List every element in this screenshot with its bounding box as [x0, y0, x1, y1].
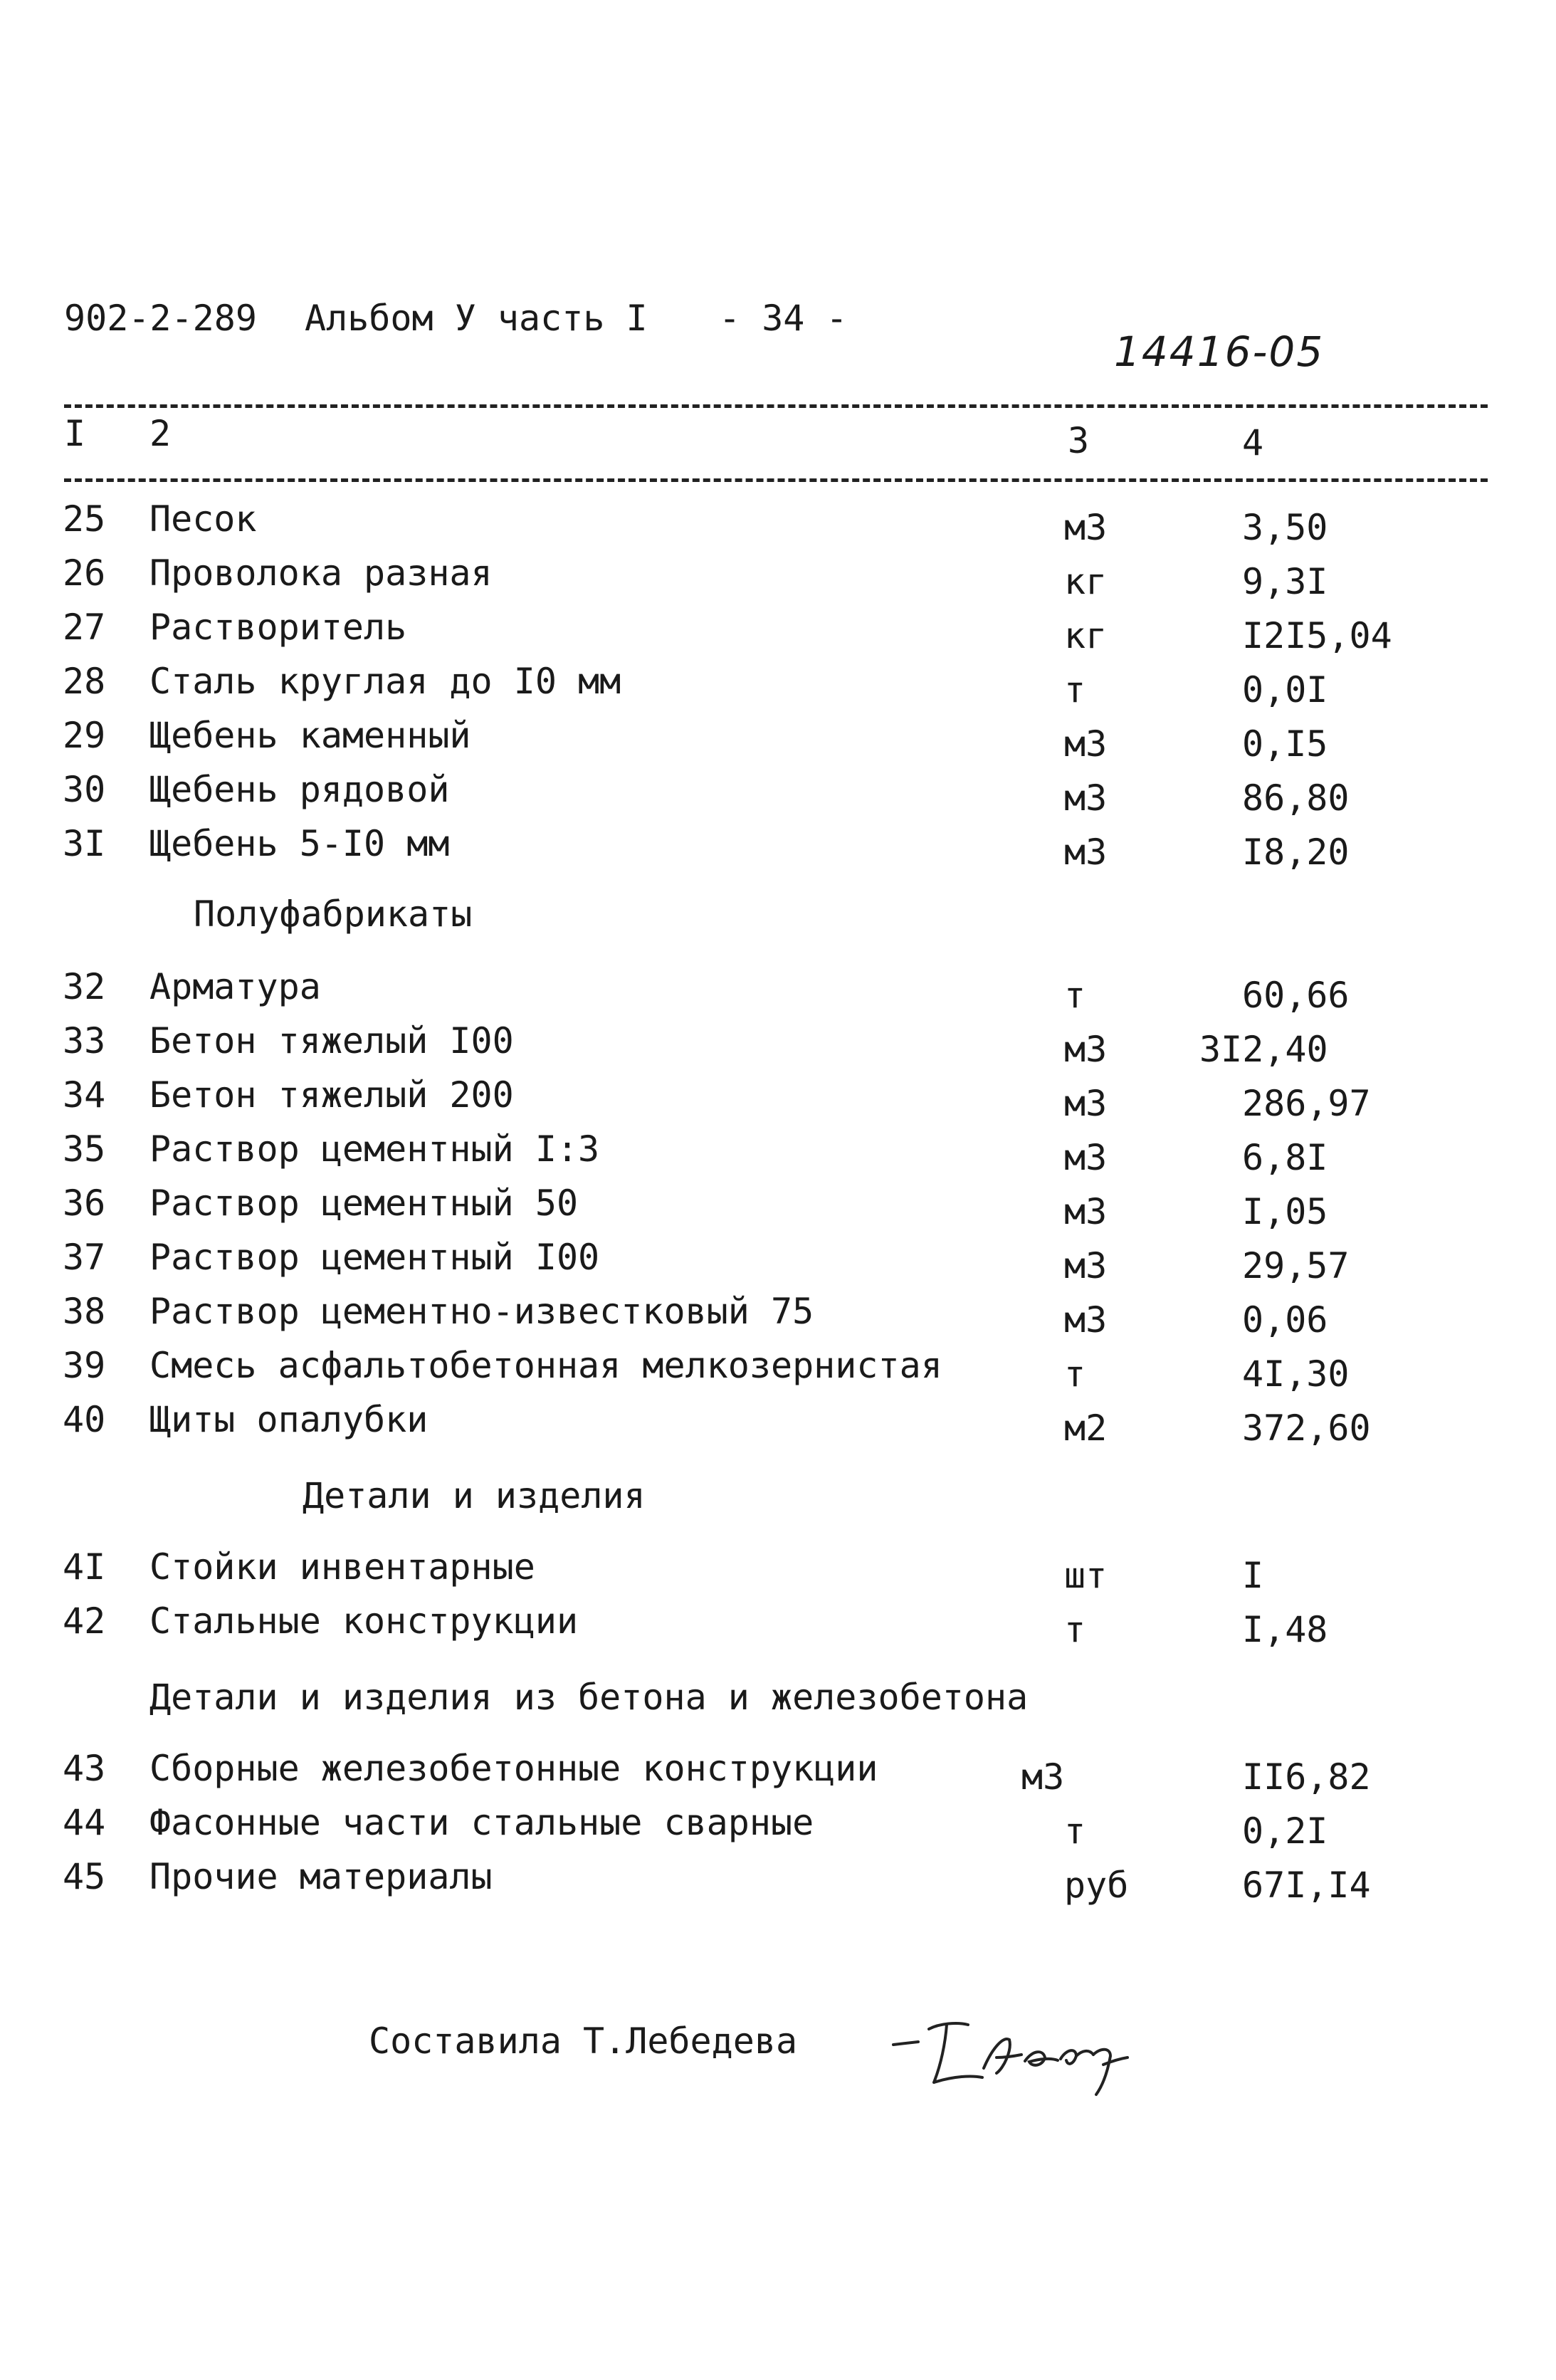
- row-number: 3I: [63, 823, 106, 864]
- header-rule-bottom: [64, 478, 1488, 482]
- quantity: I,48: [1242, 1609, 1328, 1650]
- section-heading-parts: Детали и изделия: [303, 1475, 646, 1516]
- unit: м3: [1064, 723, 1108, 765]
- material-name: Бетон тяжелый 200: [149, 1074, 514, 1116]
- material-name: Сборные железобетонные конструкции: [149, 1748, 878, 1789]
- row-number: 34: [63, 1074, 106, 1116]
- album-part-label: Альбом У часть I: [305, 298, 648, 339]
- unit: т: [1064, 1609, 1086, 1650]
- row-number: 42: [63, 1600, 106, 1642]
- table-row: [0, 1183, 1556, 1237]
- quantity: 4I,30: [1242, 1353, 1350, 1395]
- column-header-2: 2: [149, 413, 172, 454]
- row-number: 32: [63, 966, 106, 1007]
- row-number: 25: [63, 498, 106, 540]
- column-header-4: 4: [1242, 422, 1264, 463]
- table-row: [0, 1802, 1556, 1856]
- table-row: [0, 1399, 1556, 1453]
- material-name: Растворитель: [149, 607, 407, 648]
- document-code: 902-2-289: [64, 298, 257, 339]
- quantity: 29,57: [1242, 1245, 1350, 1286]
- quantity: 0,2I: [1242, 1810, 1328, 1852]
- quantity: 286,97: [1242, 1083, 1371, 1124]
- quantity: 0,06: [1242, 1299, 1328, 1341]
- unit: м3: [1064, 1299, 1108, 1341]
- quantity: II6,82: [1242, 1756, 1371, 1798]
- quantity: I8,20: [1242, 832, 1350, 873]
- table-row: [0, 498, 1556, 552]
- handwritten-signature: [890, 2008, 1132, 2100]
- column-header-3: 3: [1068, 420, 1090, 461]
- table-row: [0, 661, 1556, 715]
- row-number: 40: [63, 1399, 106, 1440]
- table-row: [0, 715, 1556, 769]
- quantity: 6,8I: [1242, 1137, 1328, 1178]
- quantity: 372,60: [1242, 1407, 1371, 1449]
- row-number: 36: [63, 1183, 106, 1224]
- quantity: 9,3I: [1242, 561, 1328, 602]
- unit: т: [1064, 669, 1086, 711]
- unit: м2: [1064, 1407, 1108, 1449]
- row-number: 26: [63, 552, 106, 594]
- unit: м3: [1064, 507, 1108, 548]
- material-name: Арматура: [149, 966, 321, 1007]
- material-name: Раствор цементный I:3: [149, 1128, 600, 1170]
- material-name: Бетон тяжелый I00: [149, 1020, 514, 1061]
- section-heading-concrete-parts: Детали и изделия из бетона и железобетона: [149, 1677, 1029, 1718]
- material-name: Раствор цементно-известковый 75: [149, 1291, 814, 1332]
- row-number: 37: [63, 1237, 106, 1278]
- table-row: [0, 1600, 1556, 1655]
- header-rule-top: [64, 404, 1488, 408]
- quantity: I: [1242, 1555, 1264, 1596]
- unit: м3: [1064, 1137, 1108, 1178]
- quantity: I,05: [1242, 1191, 1328, 1232]
- section-heading-semi-finished: Полуфабрикаты: [194, 893, 473, 935]
- table-row: [0, 1020, 1556, 1074]
- page-number: - 34 -: [719, 298, 848, 339]
- quantity: 3I2,40: [1199, 1029, 1328, 1070]
- unit: т: [1064, 1810, 1086, 1852]
- quantity: 0,0I: [1242, 669, 1328, 711]
- material-name: Щебень каменный: [149, 715, 471, 756]
- row-number: 44: [63, 1802, 106, 1843]
- table-row: [0, 552, 1556, 607]
- material-name: Стальные конструкции: [149, 1600, 579, 1642]
- material-name: Песок: [149, 498, 257, 540]
- unit: кг: [1064, 561, 1108, 602]
- table-row: [0, 966, 1556, 1020]
- quantity: 3,50: [1242, 507, 1328, 548]
- table-row: [0, 769, 1556, 823]
- unit: м3: [1064, 1029, 1108, 1070]
- row-number: 39: [63, 1345, 106, 1386]
- material-name: Раствор цементный I00: [149, 1237, 600, 1278]
- quantity: I2I5,04: [1242, 615, 1392, 656]
- compiled-by-label: Составила Т.Лебедева: [369, 2020, 798, 2062]
- row-number: 4I: [63, 1546, 106, 1588]
- unit: шт: [1064, 1555, 1108, 1596]
- row-number: 43: [63, 1748, 106, 1789]
- unit: м3: [1064, 1191, 1108, 1232]
- unit: м3: [1021, 1756, 1065, 1798]
- material-name: Щебень рядовой: [149, 769, 450, 810]
- unit: м3: [1064, 1245, 1108, 1286]
- quantity: 86,80: [1242, 777, 1350, 819]
- row-number: 38: [63, 1291, 106, 1332]
- material-name: Щиты опалубки: [149, 1399, 429, 1440]
- row-number: 28: [63, 661, 106, 702]
- table-row: [0, 1856, 1556, 1910]
- row-number: 29: [63, 715, 106, 756]
- row-number: 35: [63, 1128, 106, 1170]
- unit: м3: [1064, 832, 1108, 873]
- table-row: [0, 1074, 1556, 1128]
- table-row: [0, 1237, 1556, 1291]
- column-header-1: I: [64, 413, 86, 454]
- material-name: Прочие материалы: [149, 1856, 493, 1897]
- material-name: Фасонные части стальные сварные: [149, 1802, 814, 1843]
- table-row: [0, 1345, 1556, 1399]
- table-row: [0, 1128, 1556, 1183]
- row-number: 45: [63, 1856, 106, 1897]
- table-row: [0, 1748, 1556, 1802]
- material-name: Смесь асфальтобетонная мелкозернистая: [149, 1345, 942, 1386]
- table-row: [0, 607, 1556, 661]
- quantity: 0,I5: [1242, 723, 1328, 765]
- table-row: [0, 1546, 1556, 1600]
- unit: руб: [1064, 1865, 1129, 1906]
- table-row: [0, 823, 1556, 877]
- material-name: Проволока разная: [149, 552, 493, 594]
- quantity: 60,66: [1242, 975, 1350, 1016]
- material-name: Сталь круглая до I0 мм: [149, 661, 621, 702]
- material-name: Раствор цементный 50: [149, 1183, 579, 1224]
- row-number: 33: [63, 1020, 106, 1061]
- row-number: 27: [63, 607, 106, 648]
- unit: м3: [1064, 1083, 1108, 1124]
- material-name: Щебень 5-I0 мм: [149, 823, 450, 864]
- handwritten-document-number: 14416-05: [1114, 327, 1325, 376]
- quantity: 67I,I4: [1242, 1865, 1371, 1906]
- unit: т: [1064, 1353, 1086, 1395]
- table-row: [0, 1291, 1556, 1345]
- unit: т: [1064, 975, 1086, 1016]
- row-number: 30: [63, 769, 106, 810]
- unit: кг: [1064, 615, 1108, 656]
- unit: м3: [1064, 777, 1108, 819]
- material-name: Стойки инвентарные: [149, 1546, 535, 1588]
